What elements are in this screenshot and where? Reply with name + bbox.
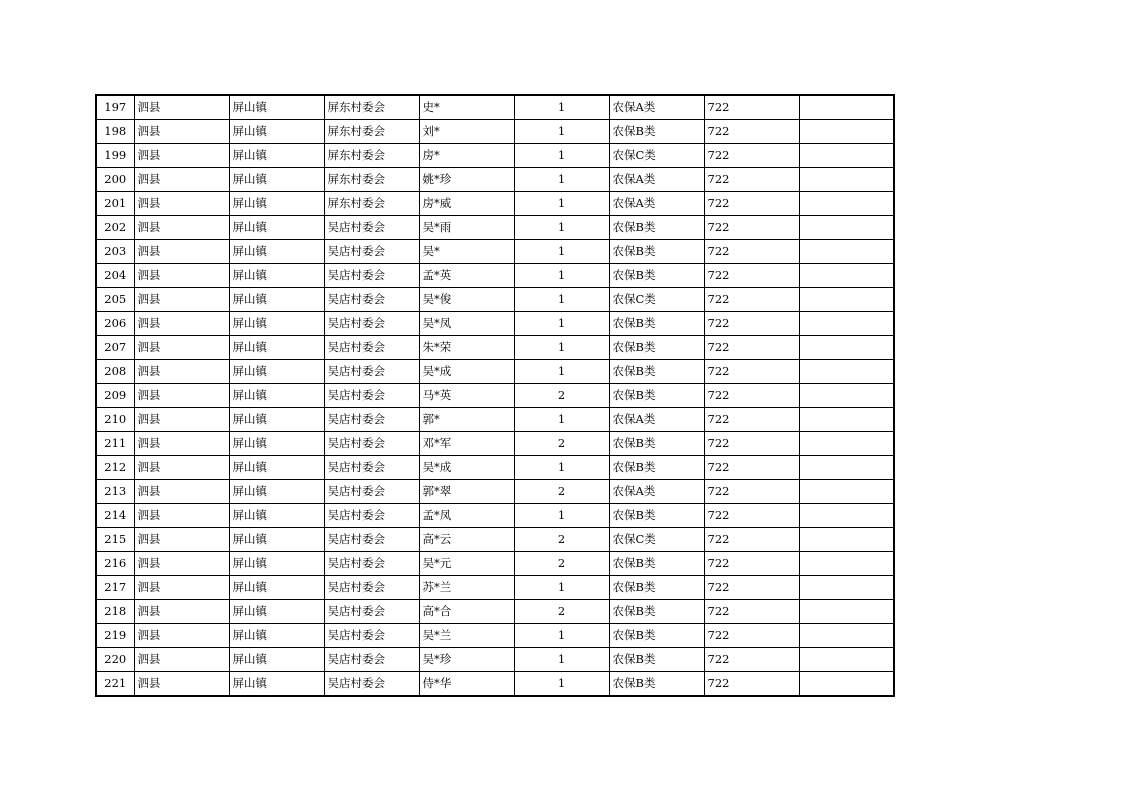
household-count-cell: 1: [514, 312, 609, 336]
amount-cell: 722: [704, 95, 799, 120]
table-row: [96, 240, 894, 264]
remarks-cell: [799, 552, 894, 576]
row-number-cell: 203: [96, 240, 134, 264]
village-committee-cell: 吴店村委会: [324, 504, 419, 528]
remarks-cell: [799, 504, 894, 528]
insurance-category-cell: 农保B类: [609, 360, 704, 384]
table-body: [96, 95, 894, 696]
remarks-cell: [799, 648, 894, 672]
town-cell: 屏山镇: [229, 264, 324, 288]
insurance-category-cell: 农保B类: [609, 624, 704, 648]
person-name-cell: 郭*翠: [419, 480, 514, 504]
insurance-category-cell: 农保B类: [609, 336, 704, 360]
village-committee-cell: 吴店村委会: [324, 456, 419, 480]
row-number-cell: 217: [96, 576, 134, 600]
village-committee-cell: 吴店村委会: [324, 384, 419, 408]
insurance-category-cell: 农保B类: [609, 432, 704, 456]
amount-cell: 722: [704, 216, 799, 240]
village-committee-cell: 吴店村委会: [324, 288, 419, 312]
row-number-cell: 197: [96, 95, 134, 120]
village-committee-cell: 吴店村委会: [324, 480, 419, 504]
household-count-cell: 1: [514, 504, 609, 528]
person-name-cell: 苏*兰: [419, 576, 514, 600]
remarks-cell: [799, 672, 894, 697]
household-count-cell: 1: [514, 264, 609, 288]
person-name-cell: 侍*华: [419, 672, 514, 697]
remarks-cell: [799, 168, 894, 192]
town-cell: 屏山镇: [229, 216, 324, 240]
remarks-cell: [799, 288, 894, 312]
row-number-cell: 214: [96, 504, 134, 528]
town-cell: 屏山镇: [229, 600, 324, 624]
insurance-category-cell: 农保A类: [609, 480, 704, 504]
row-number-cell: 218: [96, 600, 134, 624]
remarks-cell: [799, 120, 894, 144]
town-cell: 屏山镇: [229, 480, 324, 504]
household-count-cell: 1: [514, 240, 609, 264]
table-row: [96, 95, 894, 120]
amount-cell: 722: [704, 288, 799, 312]
person-name-cell: 高*云: [419, 528, 514, 552]
town-cell: 屏山镇: [229, 144, 324, 168]
row-number-cell: 206: [96, 312, 134, 336]
remarks-cell: [799, 336, 894, 360]
village-committee-cell: 吴店村委会: [324, 240, 419, 264]
remarks-cell: [799, 624, 894, 648]
person-name-cell: 吴*凤: [419, 312, 514, 336]
town-cell: 屏山镇: [229, 384, 324, 408]
county-cell: 泗县: [134, 456, 229, 480]
county-cell: 泗县: [134, 312, 229, 336]
insurance-category-cell: 农保B类: [609, 240, 704, 264]
table-row: [96, 600, 894, 624]
person-name-cell: 刘*: [419, 120, 514, 144]
row-number-cell: 199: [96, 144, 134, 168]
town-cell: 屏山镇: [229, 312, 324, 336]
village-committee-cell: 吴店村委会: [324, 312, 419, 336]
amount-cell: 722: [704, 600, 799, 624]
household-count-cell: 2: [514, 552, 609, 576]
insurance-category-cell: 农保B类: [609, 216, 704, 240]
person-name-cell: 房*威: [419, 192, 514, 216]
insurance-category-cell: 农保C类: [609, 288, 704, 312]
person-name-cell: 邓*军: [419, 432, 514, 456]
household-count-cell: 2: [514, 432, 609, 456]
village-committee-cell: 吴店村委会: [324, 216, 419, 240]
household-count-cell: 2: [514, 600, 609, 624]
remarks-cell: [799, 456, 894, 480]
county-cell: 泗县: [134, 264, 229, 288]
household-count-cell: 1: [514, 95, 609, 120]
table-row: [96, 288, 894, 312]
amount-cell: 722: [704, 456, 799, 480]
table-row: [96, 552, 894, 576]
household-count-cell: 1: [514, 168, 609, 192]
county-cell: 泗县: [134, 95, 229, 120]
town-cell: 屏山镇: [229, 672, 324, 697]
amount-cell: 722: [704, 192, 799, 216]
insurance-category-cell: 农保A类: [609, 408, 704, 432]
insurance-category-cell: 农保A类: [609, 192, 704, 216]
county-cell: 泗县: [134, 144, 229, 168]
amount-cell: 722: [704, 480, 799, 504]
village-committee-cell: 吴店村委会: [324, 600, 419, 624]
table-row: [96, 192, 894, 216]
row-number-cell: 220: [96, 648, 134, 672]
town-cell: 屏山镇: [229, 552, 324, 576]
person-name-cell: 郭*: [419, 408, 514, 432]
row-number-cell: 198: [96, 120, 134, 144]
person-name-cell: 吴*兰: [419, 624, 514, 648]
town-cell: 屏山镇: [229, 168, 324, 192]
person-name-cell: 吴*: [419, 240, 514, 264]
county-cell: 泗县: [134, 288, 229, 312]
person-name-cell: 吴*元: [419, 552, 514, 576]
remarks-cell: [799, 576, 894, 600]
town-cell: 屏山镇: [229, 624, 324, 648]
county-cell: 泗县: [134, 576, 229, 600]
village-committee-cell: 吴店村委会: [324, 648, 419, 672]
insurance-category-cell: 农保B类: [609, 384, 704, 408]
household-count-cell: 2: [514, 384, 609, 408]
remarks-cell: [799, 144, 894, 168]
insurance-category-cell: 农保B类: [609, 552, 704, 576]
amount-cell: 722: [704, 240, 799, 264]
table-row: [96, 216, 894, 240]
amount-cell: 722: [704, 312, 799, 336]
remarks-cell: [799, 360, 894, 384]
row-number-cell: 210: [96, 408, 134, 432]
county-cell: 泗县: [134, 600, 229, 624]
person-name-cell: 史*: [419, 95, 514, 120]
household-count-cell: 1: [514, 120, 609, 144]
insurance-category-cell: 农保B类: [609, 120, 704, 144]
amount-cell: 722: [704, 264, 799, 288]
table-row: [96, 168, 894, 192]
county-cell: 泗县: [134, 408, 229, 432]
village-committee-cell: 吴店村委会: [324, 672, 419, 697]
table-row: [96, 504, 894, 528]
person-name-cell: 孟*凤: [419, 504, 514, 528]
remarks-cell: [799, 408, 894, 432]
remarks-cell: [799, 480, 894, 504]
table-row: [96, 432, 894, 456]
row-number-cell: 207: [96, 336, 134, 360]
county-cell: 泗县: [134, 168, 229, 192]
household-count-cell: 1: [514, 576, 609, 600]
person-name-cell: 朱*荣: [419, 336, 514, 360]
village-committee-cell: 屏东村委会: [324, 192, 419, 216]
county-cell: 泗县: [134, 192, 229, 216]
table-row: [96, 120, 894, 144]
data-table: [95, 94, 895, 697]
county-cell: 泗县: [134, 672, 229, 697]
town-cell: 屏山镇: [229, 240, 324, 264]
row-number-cell: 221: [96, 672, 134, 697]
household-count-cell: 1: [514, 408, 609, 432]
row-number-cell: 208: [96, 360, 134, 384]
amount-cell: 722: [704, 120, 799, 144]
person-name-cell: 吴*成: [419, 360, 514, 384]
village-committee-cell: 吴店村委会: [324, 360, 419, 384]
town-cell: 屏山镇: [229, 456, 324, 480]
amount-cell: 722: [704, 504, 799, 528]
town-cell: 屏山镇: [229, 648, 324, 672]
row-number-cell: 211: [96, 432, 134, 456]
amount-cell: 722: [704, 432, 799, 456]
town-cell: 屏山镇: [229, 192, 324, 216]
row-number-cell: 201: [96, 192, 134, 216]
county-cell: 泗县: [134, 360, 229, 384]
county-cell: 泗县: [134, 528, 229, 552]
amount-cell: 722: [704, 672, 799, 697]
town-cell: 屏山镇: [229, 408, 324, 432]
town-cell: 屏山镇: [229, 576, 324, 600]
row-number-cell: 205: [96, 288, 134, 312]
table-row: [96, 408, 894, 432]
household-count-cell: 1: [514, 624, 609, 648]
table-row: [96, 456, 894, 480]
table-row: [96, 624, 894, 648]
row-number-cell: 200: [96, 168, 134, 192]
household-count-cell: 1: [514, 336, 609, 360]
amount-cell: 722: [704, 384, 799, 408]
remarks-cell: [799, 312, 894, 336]
table-row: [96, 576, 894, 600]
household-count-cell: 1: [514, 192, 609, 216]
insurance-category-cell: 农保C类: [609, 528, 704, 552]
household-count-cell: 1: [514, 456, 609, 480]
village-committee-cell: 吴店村委会: [324, 336, 419, 360]
amount-cell: 722: [704, 528, 799, 552]
remarks-cell: [799, 240, 894, 264]
insurance-category-cell: 农保B类: [609, 456, 704, 480]
county-cell: 泗县: [134, 504, 229, 528]
amount-cell: 722: [704, 624, 799, 648]
person-name-cell: 孟*英: [419, 264, 514, 288]
village-committee-cell: 吴店村委会: [324, 552, 419, 576]
household-count-cell: 1: [514, 288, 609, 312]
person-name-cell: 吴*成: [419, 456, 514, 480]
amount-cell: 722: [704, 576, 799, 600]
remarks-cell: [799, 600, 894, 624]
table-row: [96, 360, 894, 384]
amount-cell: 722: [704, 408, 799, 432]
table-row: [96, 384, 894, 408]
amount-cell: 722: [704, 552, 799, 576]
county-cell: 泗县: [134, 552, 229, 576]
table-row: [96, 480, 894, 504]
county-cell: 泗县: [134, 648, 229, 672]
amount-cell: 722: [704, 648, 799, 672]
household-count-cell: 1: [514, 360, 609, 384]
row-number-cell: 213: [96, 480, 134, 504]
row-number-cell: 216: [96, 552, 134, 576]
table-row: [96, 144, 894, 168]
row-number-cell: 204: [96, 264, 134, 288]
town-cell: 屏山镇: [229, 336, 324, 360]
village-committee-cell: 吴店村委会: [324, 408, 419, 432]
table-row: [96, 312, 894, 336]
village-committee-cell: 屏东村委会: [324, 168, 419, 192]
county-cell: 泗县: [134, 336, 229, 360]
town-cell: 屏山镇: [229, 432, 324, 456]
insurance-category-cell: 农保B类: [609, 264, 704, 288]
person-name-cell: 马*英: [419, 384, 514, 408]
county-cell: 泗县: [134, 480, 229, 504]
amount-cell: 722: [704, 360, 799, 384]
insurance-category-cell: 农保B类: [609, 672, 704, 697]
village-committee-cell: 吴店村委会: [324, 624, 419, 648]
village-committee-cell: 吴店村委会: [324, 576, 419, 600]
insurance-category-cell: 农保B类: [609, 576, 704, 600]
household-count-cell: 1: [514, 144, 609, 168]
table-row: [96, 672, 894, 697]
table-row: [96, 336, 894, 360]
remarks-cell: [799, 216, 894, 240]
village-committee-cell: 屏东村委会: [324, 120, 419, 144]
household-count-cell: 1: [514, 672, 609, 697]
row-number-cell: 215: [96, 528, 134, 552]
county-cell: 泗县: [134, 624, 229, 648]
household-count-cell: 1: [514, 648, 609, 672]
amount-cell: 722: [704, 144, 799, 168]
remarks-cell: [799, 264, 894, 288]
insurance-category-cell: 农保C类: [609, 144, 704, 168]
county-cell: 泗县: [134, 384, 229, 408]
person-name-cell: 高*合: [419, 600, 514, 624]
row-number-cell: 212: [96, 456, 134, 480]
remarks-cell: [799, 192, 894, 216]
remarks-cell: [799, 384, 894, 408]
insurance-category-cell: 农保B类: [609, 600, 704, 624]
town-cell: 屏山镇: [229, 360, 324, 384]
row-number-cell: 202: [96, 216, 134, 240]
county-cell: 泗县: [134, 120, 229, 144]
town-cell: 屏山镇: [229, 120, 324, 144]
remarks-cell: [799, 95, 894, 120]
town-cell: 屏山镇: [229, 288, 324, 312]
person-name-cell: 吴*俊: [419, 288, 514, 312]
amount-cell: 722: [704, 336, 799, 360]
village-committee-cell: 吴店村委会: [324, 432, 419, 456]
person-name-cell: 吴*雨: [419, 216, 514, 240]
county-cell: 泗县: [134, 240, 229, 264]
table-row: [96, 264, 894, 288]
village-committee-cell: 吴店村委会: [324, 264, 419, 288]
village-committee-cell: 屏东村委会: [324, 95, 419, 120]
household-count-cell: 2: [514, 528, 609, 552]
insurance-category-cell: 农保B类: [609, 504, 704, 528]
household-count-cell: 2: [514, 480, 609, 504]
table-row: [96, 648, 894, 672]
village-committee-cell: 吴店村委会: [324, 528, 419, 552]
amount-cell: 722: [704, 168, 799, 192]
county-cell: 泗县: [134, 216, 229, 240]
person-name-cell: 房*: [419, 144, 514, 168]
person-name-cell: 姚*珍: [419, 168, 514, 192]
remarks-cell: [799, 528, 894, 552]
row-number-cell: 219: [96, 624, 134, 648]
insurance-category-cell: 农保A类: [609, 95, 704, 120]
town-cell: 屏山镇: [229, 528, 324, 552]
insurance-category-cell: 农保B类: [609, 312, 704, 336]
remarks-cell: [799, 432, 894, 456]
person-name-cell: 吴*珍: [419, 648, 514, 672]
household-count-cell: 1: [514, 216, 609, 240]
row-number-cell: 209: [96, 384, 134, 408]
county-cell: 泗县: [134, 432, 229, 456]
insurance-category-cell: 农保A类: [609, 168, 704, 192]
village-committee-cell: 屏东村委会: [324, 144, 419, 168]
town-cell: 屏山镇: [229, 504, 324, 528]
town-cell: 屏山镇: [229, 95, 324, 120]
table-row: [96, 528, 894, 552]
insurance-category-cell: 农保B类: [609, 648, 704, 672]
